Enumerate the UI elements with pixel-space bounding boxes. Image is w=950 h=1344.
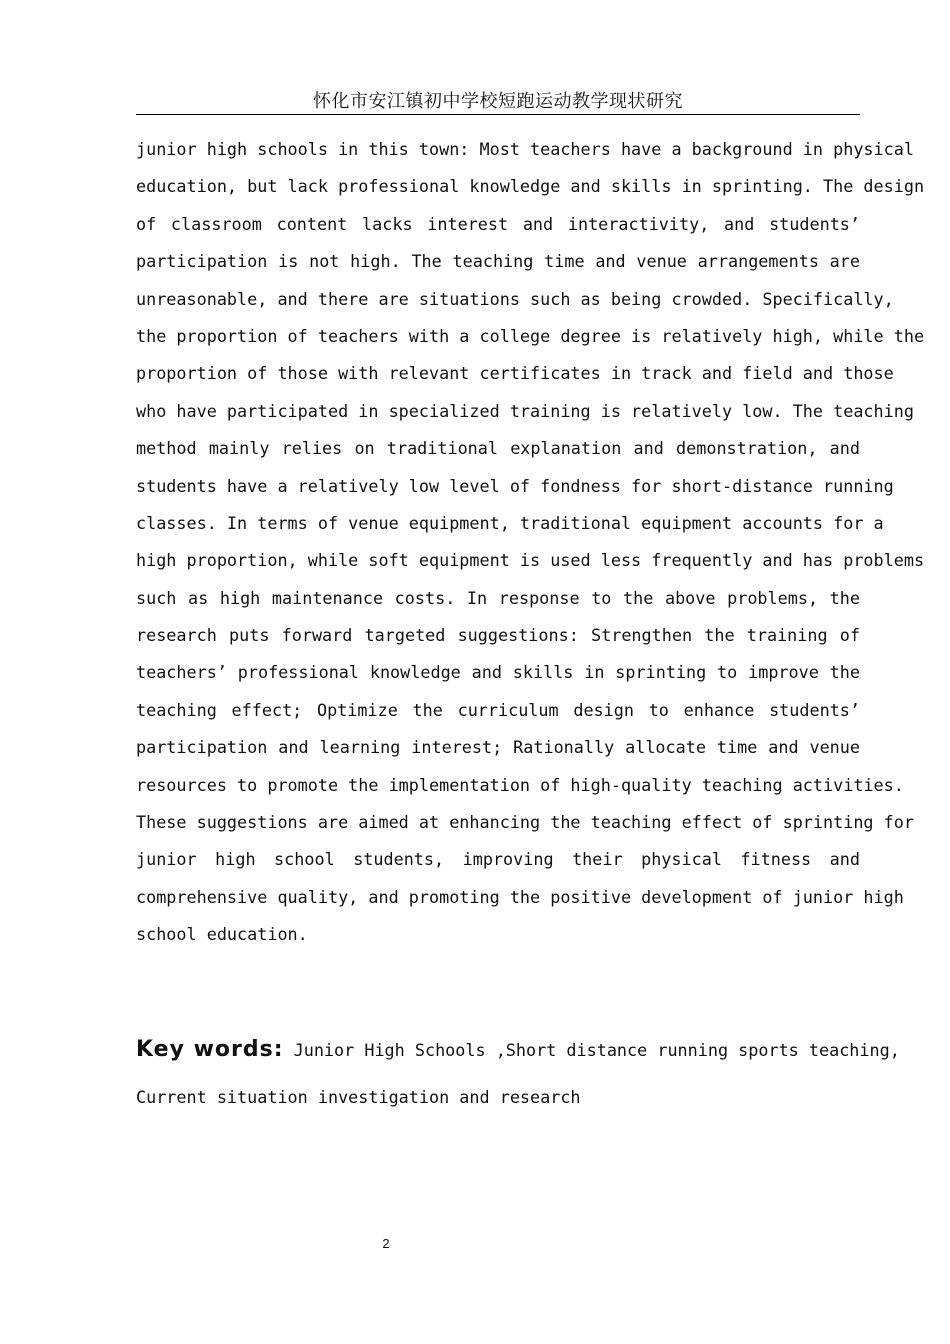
- abstract-line: junior high school students, improving their physical fitness and: [136, 849, 860, 870]
- abstract-line: resources to promote the implementation of high-quality teaching activities.: [136, 774, 904, 795]
- abstract-line: unreasonable, and there are situations such as being crowded. Specifically,: [136, 288, 894, 309]
- abstract-line: high proportion, while soft equipment is used less frequently and has problems: [136, 550, 925, 571]
- abstract-line: participation and learning interest; Rationally allocate time and venue: [136, 737, 860, 758]
- abstract-line: education, but lack professional knowledge and skills in sprinting. The design: [136, 176, 925, 197]
- keywords-text: Junior High Schools ,Short distance running sports teaching,: [293, 1040, 900, 1060]
- keywords-line-1: [136, 1030, 900, 1070]
- page-number: 2: [382, 1236, 390, 1251]
- keywords-section: [136, 1030, 900, 1124]
- abstract-line: proportion of those with relevant certificates in track and field and those: [136, 363, 894, 384]
- abstract-line: participation is not high. The teaching time and venue arrangements are: [136, 251, 860, 272]
- abstract-body: [136, 131, 925, 954]
- abstract-line: research puts forward targeted suggestions: Strengthen the training of: [136, 625, 860, 646]
- abstract-line: These suggestions are aimed at enhancing the teaching effect of sprinting for: [136, 812, 914, 833]
- keywords-label: Key words:: [136, 1037, 284, 1062]
- header-divider: [136, 114, 860, 115]
- abstract-line: method mainly relies on traditional explanation and demonstration, and: [136, 438, 860, 459]
- abstract-line: school education.: [136, 924, 308, 945]
- abstract-line: such as high maintenance costs. In response to the above problems, the: [136, 587, 860, 608]
- abstract-line: students have a relatively low level of fondness for short-distance running: [136, 475, 894, 496]
- abstract-line: junior high schools in this town: Most teachers have a background in physical: [136, 139, 914, 159]
- abstract-line: teachers’ professional knowledge and skills in sprinting to improve the: [136, 662, 860, 683]
- abstract-line: the proportion of teachers with a college degree is relatively high, while the: [136, 325, 925, 346]
- keywords-line-2: Current situation investigation and research: [136, 1087, 581, 1107]
- abstract-line: who have participated in specialized training is relatively low. The teaching: [136, 400, 914, 421]
- abstract-line: classes. In terms of venue equipment, traditional equipment accounts for a: [136, 512, 884, 533]
- running-header-title: 怀化市安江镇初中学校短跑运动教学现状研究: [313, 91, 683, 112]
- abstract-line: of classroom content lacks interest and interactivity, and students’: [136, 213, 860, 234]
- abstract-line: comprehensive quality, and promoting the positive development of junior high: [136, 886, 904, 907]
- abstract-line: teaching effect; Optimize the curriculum design to enhance students’: [136, 699, 860, 720]
